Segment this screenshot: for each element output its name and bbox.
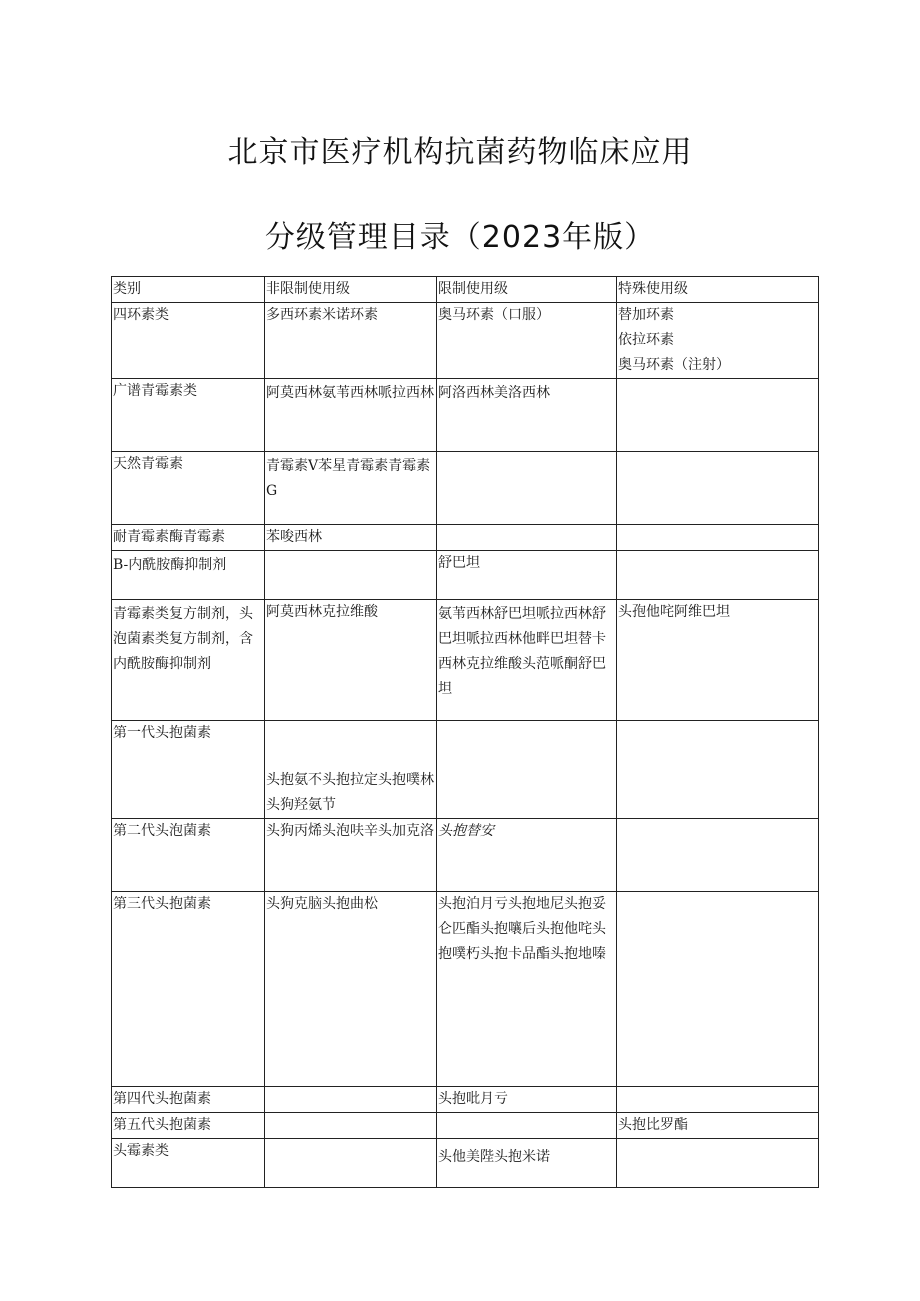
row-unrestricted: 多西环素米诺环素 bbox=[265, 303, 437, 379]
row-restricted: 头抱吡月亏 bbox=[437, 1087, 617, 1113]
row-special bbox=[617, 379, 819, 452]
row-unrestricted: 青霉素V苯星青霉素青霉素G bbox=[265, 452, 437, 525]
row-restricted bbox=[437, 1113, 617, 1139]
row-restricted: 头他美陛头抱米诺 bbox=[437, 1139, 617, 1188]
row-category: 第四代头抱菌素 bbox=[112, 1087, 265, 1113]
table-row bbox=[112, 452, 819, 525]
row-category: 第二代头泡菌素 bbox=[112, 819, 265, 892]
row-special bbox=[617, 1113, 819, 1139]
row-category: 青霉素类复方制剂，头泡菌素类复方制剂，含内酰胺酶抑制剂 bbox=[112, 600, 265, 721]
document-title-line-2: 分级管理目录（2023年版） bbox=[264, 220, 656, 255]
row-unrestricted: 阿莫西林克拉维酸 bbox=[265, 600, 437, 721]
row-restricted bbox=[437, 525, 617, 551]
table-row bbox=[112, 551, 819, 600]
row-special bbox=[617, 721, 819, 819]
row-special bbox=[617, 525, 819, 551]
row-category: 天然青霉素 bbox=[112, 452, 265, 525]
header-unrestricted: 非限制使用级 bbox=[265, 277, 437, 303]
table-row bbox=[112, 819, 819, 892]
row-restricted: 阿洛西林美洛西林 bbox=[437, 379, 617, 452]
row-special bbox=[617, 819, 819, 892]
document-title-line-1: 北京市医疗机构抗菌药物临床应用 bbox=[227, 135, 693, 170]
row-restricted bbox=[437, 721, 617, 819]
row-restricted bbox=[437, 452, 617, 525]
row-category: B-内酰胺酶抑制剂 bbox=[112, 551, 265, 600]
table-header-row bbox=[112, 277, 819, 303]
row-category: 四环素类 bbox=[112, 303, 265, 379]
table-row bbox=[112, 1139, 819, 1188]
row-category: 耐青霉素酶青霉素 bbox=[112, 525, 265, 551]
special-drug: 头抱比罗酯 bbox=[618, 1117, 688, 1133]
row-unrestricted bbox=[265, 1087, 437, 1113]
antibiotic-catalog-table bbox=[111, 276, 819, 1188]
table-row bbox=[112, 600, 819, 721]
table-row bbox=[112, 721, 819, 819]
row-restricted: 氨苇西林舒巴坦哌拉西林舒巴坦哌拉西林他畔巴坦替卡西林克拉维酸头范哌酮舒巴坦 bbox=[437, 600, 617, 721]
row-unrestricted: 头狗丙烯头泡呋辛头加克洛 bbox=[265, 819, 437, 892]
row-unrestricted bbox=[265, 1113, 437, 1139]
row-restricted: 奥马环素（口服） bbox=[437, 303, 617, 379]
header-category: 类别 bbox=[112, 277, 265, 303]
row-special bbox=[617, 303, 819, 379]
row-restricted: 头抱泊月亏头抱地尼头抱妥仑匹酯头抱嚷后头抱他咤头抱噗朽头抱卡品酯头抱地嗪 bbox=[437, 892, 617, 1087]
row-category: 第五代头抱菌素 bbox=[112, 1113, 265, 1139]
row-restricted: 头抱替安 bbox=[437, 819, 617, 892]
table-row bbox=[112, 379, 819, 452]
row-unrestricted: 阿莫西林氨苇西林哌拉西林 bbox=[265, 379, 437, 452]
table-row bbox=[112, 892, 819, 1087]
row-category: 第三代头抱菌素 bbox=[112, 892, 265, 1087]
row-unrestricted: 苯唆西林 bbox=[265, 525, 437, 551]
row-unrestricted bbox=[265, 1139, 437, 1188]
row-category: 广谱青霉素类 bbox=[112, 379, 265, 452]
row-category: 第一代头抱菌素 bbox=[112, 721, 265, 819]
table-row bbox=[112, 1113, 819, 1139]
table-row bbox=[112, 303, 819, 379]
row-unrestricted bbox=[265, 551, 437, 600]
special-drug: 头孢他咤阿维巴坦 bbox=[618, 604, 730, 620]
special-drug: 奥马环素（注射） bbox=[618, 357, 730, 373]
row-unrestricted: 头抱氨不头抱拉定头抱噗林头狗羟氨节 bbox=[265, 721, 437, 819]
row-special bbox=[617, 452, 819, 525]
row-unrestricted: 头狗克脑头抱曲松 bbox=[265, 892, 437, 1087]
table-row bbox=[112, 525, 819, 551]
row-special bbox=[617, 600, 819, 721]
special-drug: 依拉环素 bbox=[618, 332, 674, 348]
row-special bbox=[617, 551, 819, 600]
special-drug: 替加环素 bbox=[618, 307, 674, 323]
row-special bbox=[617, 1087, 819, 1113]
table-row bbox=[112, 1087, 819, 1113]
header-special: 特殊使用级 bbox=[617, 277, 819, 303]
row-special bbox=[617, 1139, 819, 1188]
row-special bbox=[617, 892, 819, 1087]
row-category: 头霉素类 bbox=[112, 1139, 265, 1188]
header-restricted: 限制使用级 bbox=[437, 277, 617, 303]
row-restricted: 舒巴坦 bbox=[437, 551, 617, 600]
